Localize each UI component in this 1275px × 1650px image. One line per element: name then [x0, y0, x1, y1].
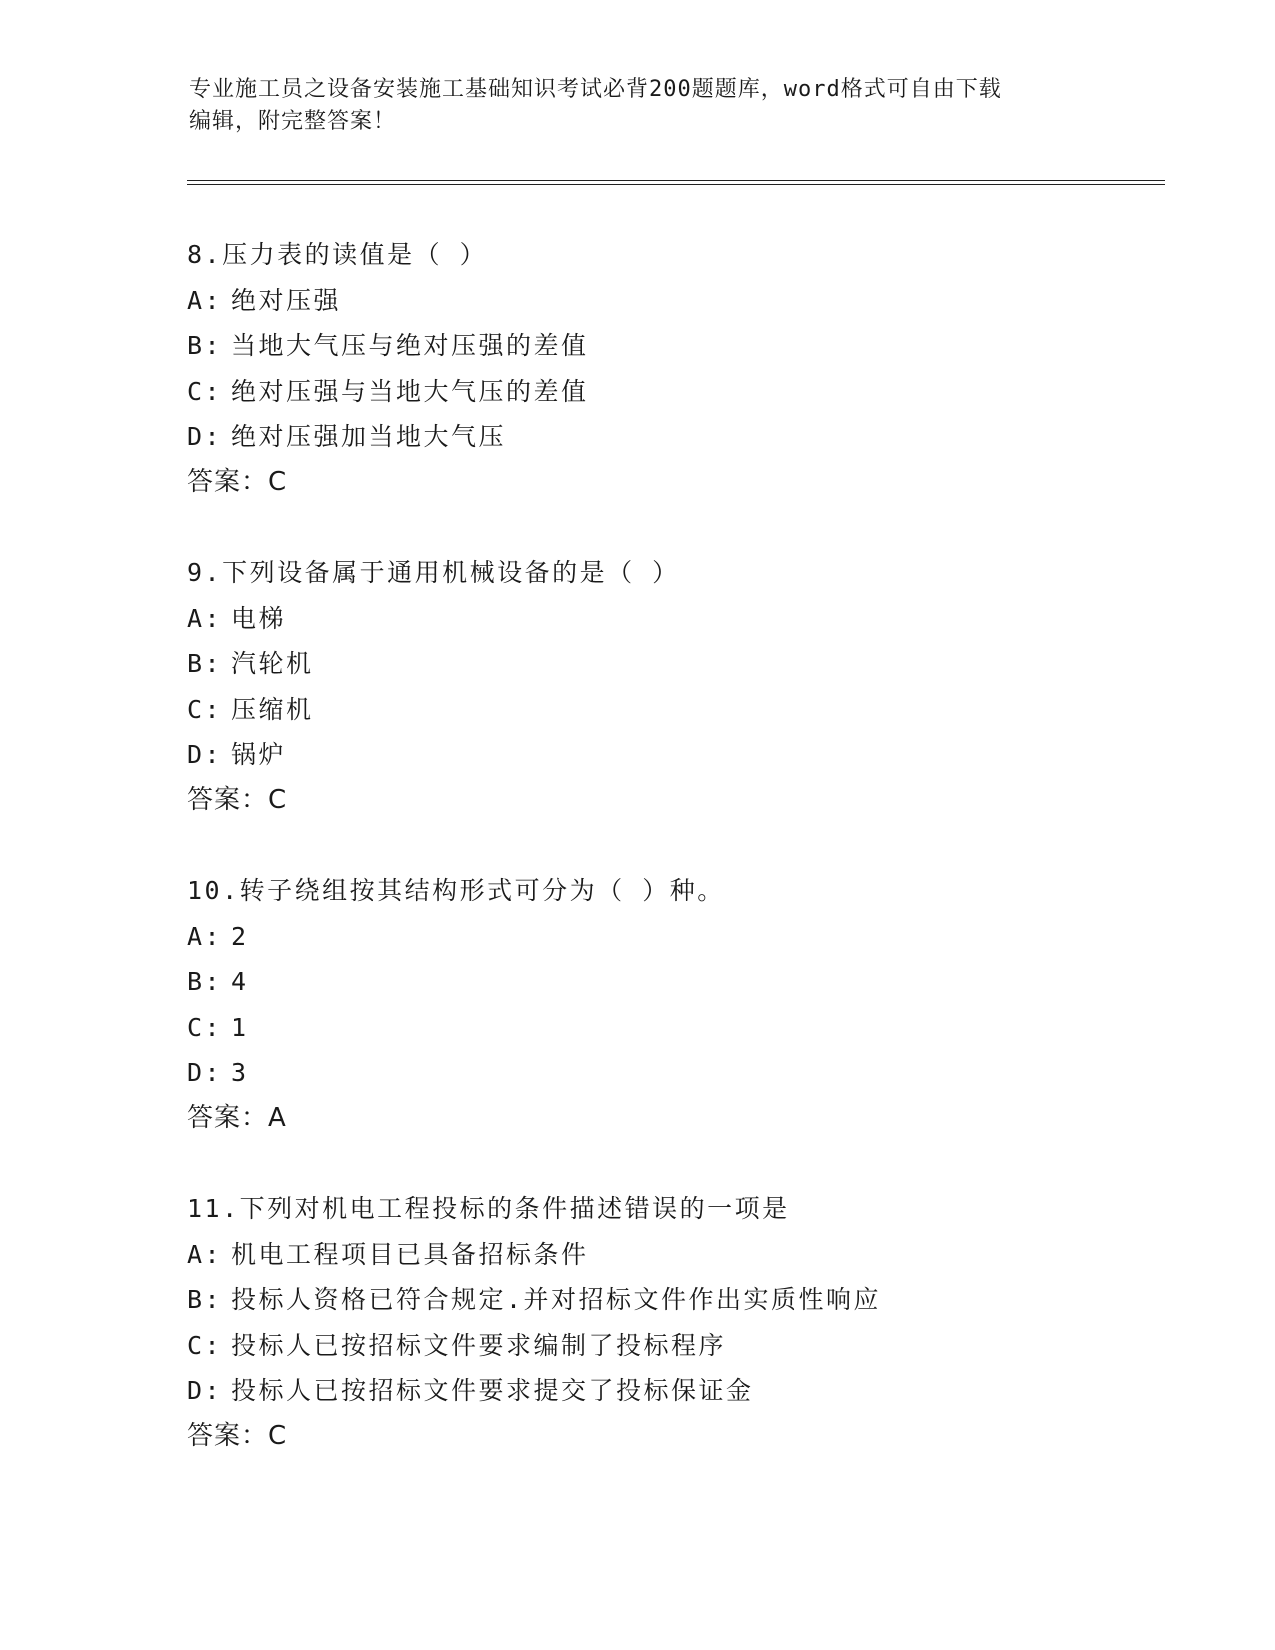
option-item — [187, 687, 1187, 733]
question-block — [187, 1186, 1187, 1460]
answer-line: 答案：C — [187, 784, 288, 815]
option-letter: D: — [187, 1376, 223, 1406]
option-text: 投标人资格已符合规定.并对招标文件作出实质性响应 — [231, 1285, 882, 1315]
answer-line: 答案：C — [187, 466, 288, 497]
option-item — [187, 1050, 1187, 1096]
answer-line: 答案：A — [187, 1102, 287, 1133]
option-item — [187, 1368, 1187, 1414]
option-letter: C: — [187, 376, 223, 406]
option-text: 电梯 — [231, 603, 287, 633]
option-text: 锅炉 — [231, 740, 287, 770]
option-item — [187, 959, 1187, 1005]
question-stem: 8.压力表的读值是（ ） — [187, 240, 488, 269]
option-item — [187, 732, 1187, 778]
option-letter: A: — [187, 1239, 223, 1269]
option-letter: B: — [187, 1285, 223, 1315]
option-text: 3 — [231, 1058, 249, 1088]
option-item — [187, 1232, 1187, 1278]
option-letter: B: — [187, 649, 223, 679]
option-letter: A: — [187, 921, 223, 951]
option-item — [187, 323, 1187, 369]
option-item — [187, 1005, 1187, 1051]
document-header — [189, 74, 1089, 138]
option-text: 投标人已按招标文件要求提交了投标保证金 — [231, 1376, 754, 1406]
option-item — [187, 414, 1187, 460]
option-item — [187, 914, 1187, 960]
option-text: 投标人已按招标文件要求编制了投标程序 — [231, 1330, 727, 1360]
question-stem: 11.下列对机电工程投标的条件描述错误的一项是 — [187, 1194, 790, 1223]
option-item — [187, 278, 1187, 324]
option-text: 压缩机 — [231, 694, 314, 724]
option-letter: B: — [187, 331, 223, 361]
option-item — [187, 1323, 1187, 1369]
answer-line: 答案：C — [187, 1420, 288, 1451]
option-item — [187, 1277, 1187, 1323]
option-letter: C: — [187, 694, 223, 724]
option-text: 当地大气压与绝对压强的差值 — [231, 331, 589, 361]
option-letter: C: — [187, 1330, 223, 1360]
header-line-1: 专业施工员之设备安装施工基础知识考试必背200题题库，word格式可自由下载 — [189, 77, 1002, 102]
option-letter: D: — [187, 740, 223, 770]
header-line-2: 编辑，附完整答案！ — [189, 109, 397, 134]
option-text: 绝对压强与当地大气压的差值 — [231, 376, 589, 406]
option-text: 1 — [231, 1012, 249, 1042]
option-text: 绝对压强 — [231, 285, 342, 315]
header-divider-bottom — [187, 184, 1165, 185]
option-text: 汽轮机 — [231, 649, 314, 679]
option-text: 绝对压强加当地大气压 — [231, 422, 507, 452]
header-divider-top — [187, 180, 1165, 181]
option-item — [187, 641, 1187, 687]
option-letter: B: — [187, 967, 223, 997]
option-text: 2 — [231, 921, 249, 951]
question-stem: 10.转子绕组按其结构形式可分为（ ）种。 — [187, 876, 725, 905]
question-block — [187, 550, 1187, 824]
question-stem: 9.下列设备属于通用机械设备的是（ ） — [187, 558, 680, 587]
question-block — [187, 868, 1187, 1142]
option-letter: D: — [187, 422, 223, 452]
question-block — [187, 232, 1187, 506]
option-letter: D: — [187, 1058, 223, 1088]
option-item — [187, 369, 1187, 415]
option-text: 4 — [231, 967, 249, 997]
option-letter: A: — [187, 603, 223, 633]
option-text: 机电工程项目已具备招标条件 — [231, 1239, 589, 1269]
option-letter: A: — [187, 285, 223, 315]
option-letter: C: — [187, 1012, 223, 1042]
option-item — [187, 596, 1187, 642]
